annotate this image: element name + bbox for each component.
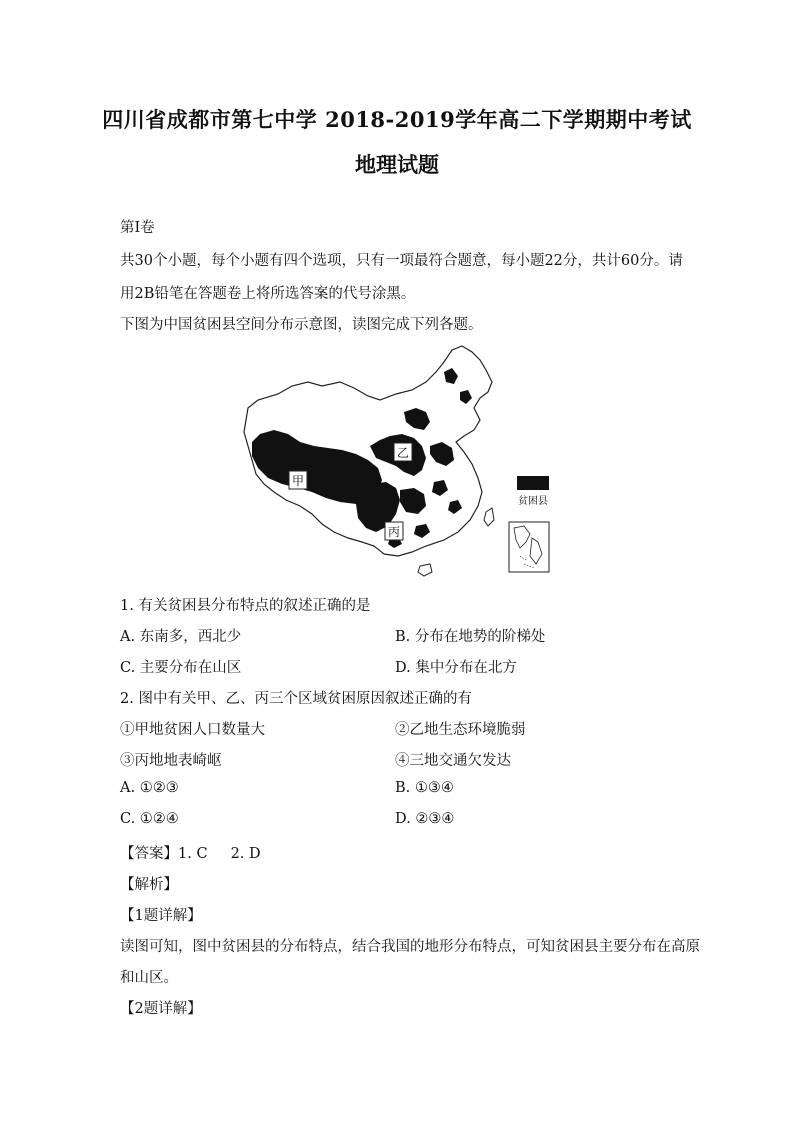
q1-option-d: D. 集中分布在北方 (395, 660, 517, 676)
poverty-county-map (230, 342, 570, 578)
answer-line: 【答案】1. C 2. D (120, 846, 261, 862)
q2-option-d: D. ②③④ (395, 811, 455, 827)
label-yi (394, 443, 412, 461)
label-bing (385, 522, 403, 540)
q2-statement-1: ①甲地贫困人口数量大 (120, 722, 265, 738)
q1-analysis-line-2: 和山区。 (120, 970, 178, 986)
q1-analysis-heading: 【1题详解】 (120, 908, 202, 924)
question-1-stem: 1. 有关贫困县分布特点的叙述正确的是 (120, 598, 371, 614)
section-label: 第Ⅰ卷 (120, 220, 155, 236)
instructions-line-1: 共30个小题，每个小题有四个选项，只有一项最符合题意，每小题22分，共计60分。请 (120, 253, 683, 269)
q1-option-c: C. 主要分布在山区 (120, 660, 242, 676)
q2-option-b: B. ①③④ (395, 780, 454, 796)
q1-option-b: B. 分布在地势的阶梯处 (395, 629, 546, 645)
q2-statement-3: ③丙地地表崎岖 (120, 753, 222, 769)
instructions-line-2: 用2B铅笔在答题卷上将所选答案的代号涂黑。 (120, 286, 416, 302)
question-2-stem: 2. 图中有关甲、乙、丙三个区域贫困原因叙述正确的有 (120, 691, 472, 707)
south-china-sea-inset (509, 522, 549, 572)
map-legend (517, 476, 549, 507)
document-subtitle: 地理试题 (355, 152, 439, 177)
region-label-yi: 乙 (396, 446, 410, 460)
q2-analysis-heading: 【2题详解】 (120, 1001, 202, 1017)
q2-statement-2: ②乙地生态环境脆弱 (395, 722, 526, 738)
q1-option-a: A. 东南多，西北少 (120, 629, 242, 645)
q1-analysis-line-1: 读图可知，图中贫困县的分布特点，结合我国的地形分布特点，可知贫困县主要分布在高原 (120, 939, 700, 955)
q2-option-a: A. ①②③ (120, 780, 179, 796)
legend-swatch (517, 476, 549, 490)
label-jia (289, 471, 307, 489)
q2-option-c: C. ①②④ (120, 811, 179, 827)
map-intro: 下图为中国贫困县空间分布示意图，读图完成下列各题。 (120, 317, 483, 333)
legend-label: 贫困县 (518, 496, 548, 507)
q2-statement-4: ④三地交通欠发达 (395, 753, 511, 769)
region-label-bing: 丙 (387, 525, 401, 539)
document-title: 四川省成都市第七中学 2018-2019学年高二下学期期中考试 (102, 107, 692, 132)
analysis-heading: 【解析】 (120, 877, 178, 893)
region-label-jia: 甲 (291, 474, 305, 488)
